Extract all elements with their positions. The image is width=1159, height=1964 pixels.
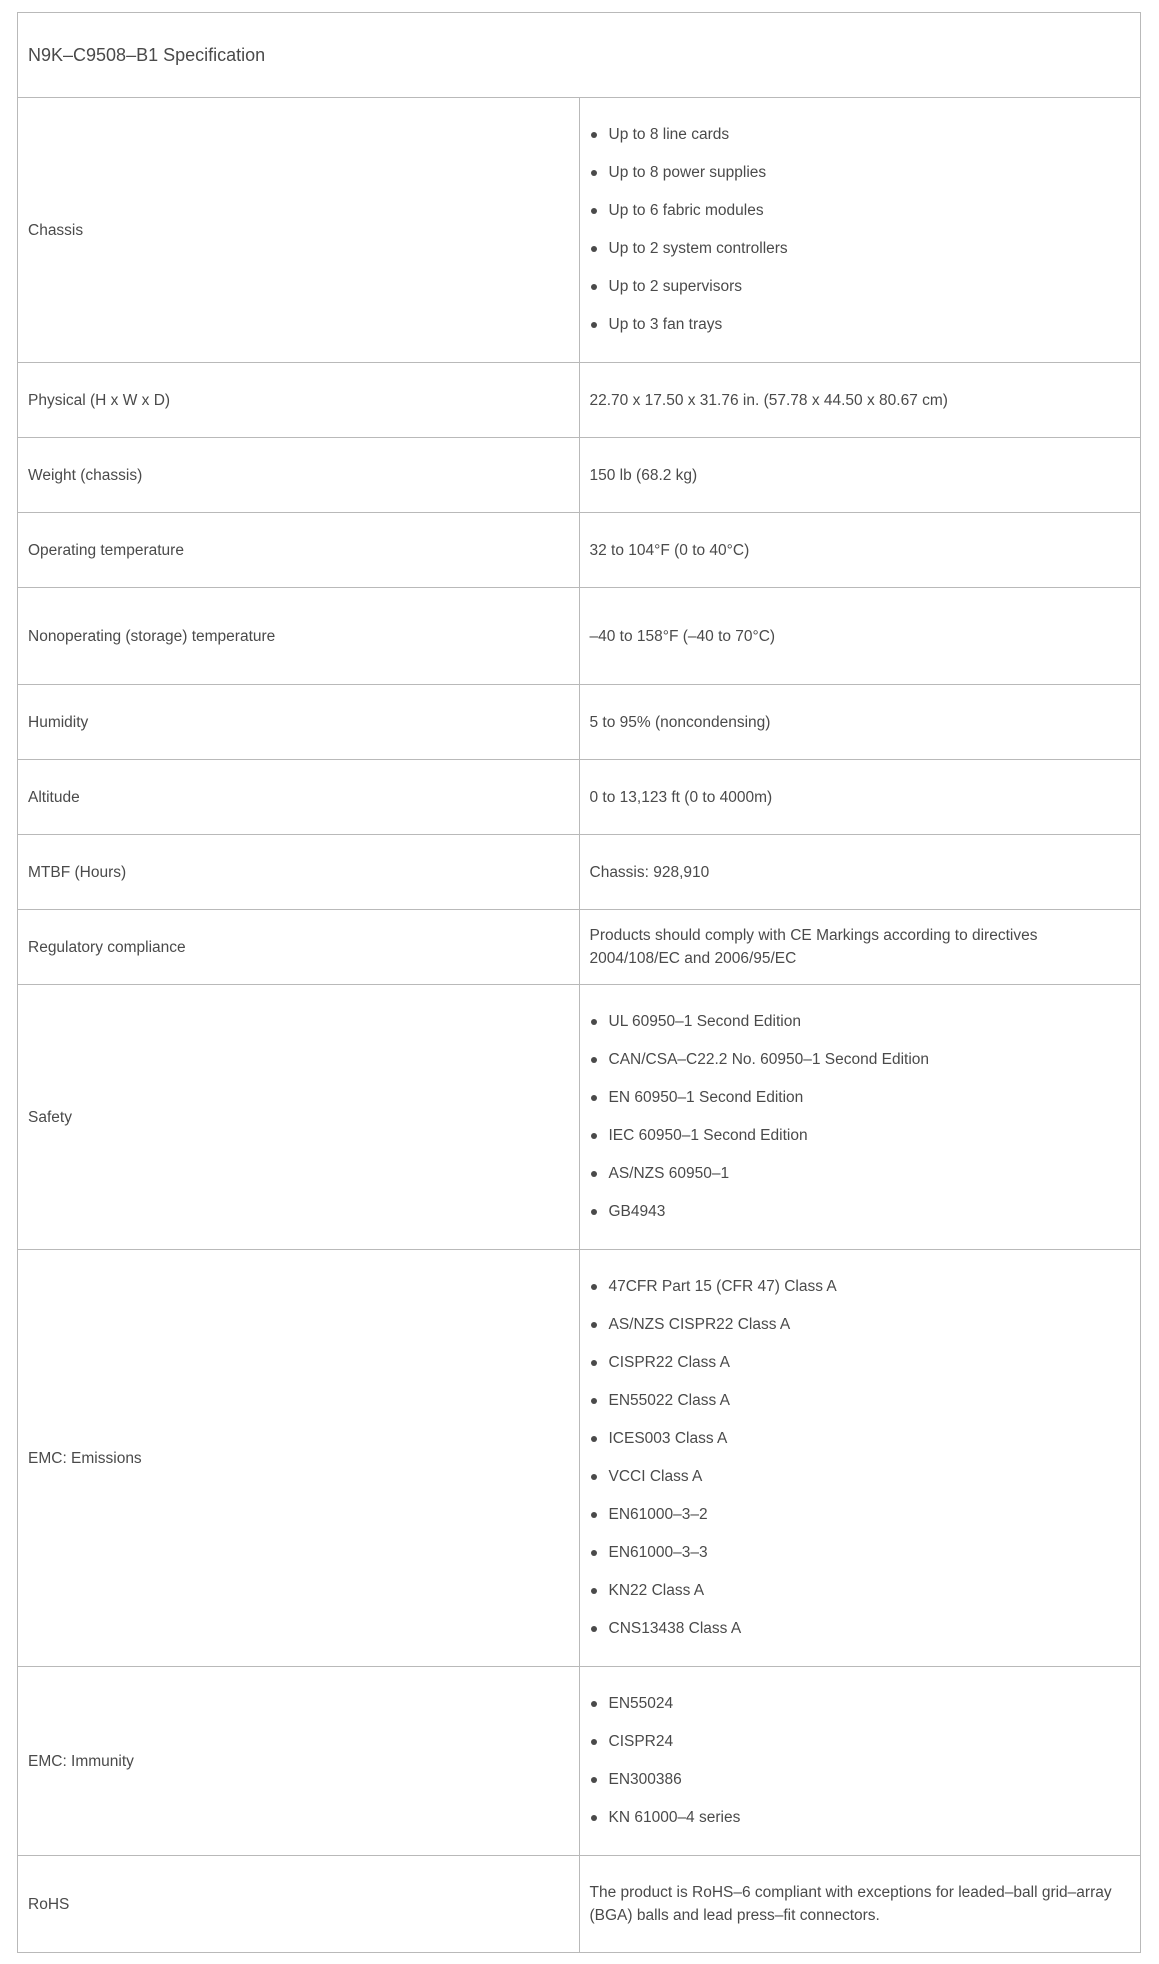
table-row-physical (18, 363, 1141, 438)
bullet-list (590, 985, 1131, 1249)
list-item: CNS13438 Class A (590, 1610, 1131, 1648)
list-item: IEC 60950–1 Second Edition (590, 1117, 1131, 1155)
row-value: Chassis: 928,910 (579, 835, 1141, 910)
row-label: Chassis (18, 98, 580, 363)
list-item: Up to 2 system controllers (590, 230, 1131, 268)
table-row-mtbf (18, 835, 1141, 910)
list-item: EN300386 (590, 1761, 1131, 1799)
list-item: CAN/CSA–C22.2 No. 60950–1 Second Edition (590, 1041, 1131, 1079)
list-item: Up to 8 line cards (590, 116, 1131, 154)
row-value: Products should comply with CE Markings according to directives 2004/108/EC and 2006/95/EC (579, 910, 1141, 985)
row-label: Weight (chassis) (18, 438, 580, 513)
row-value (579, 98, 1141, 363)
row-label: Safety (18, 985, 580, 1250)
list-item: Up to 2 supervisors (590, 268, 1131, 306)
row-value (579, 985, 1141, 1250)
row-label: Physical (H x W x D) (18, 363, 580, 438)
table-row-chassis (18, 98, 1141, 363)
list-item: KN 61000–4 series (590, 1799, 1131, 1837)
list-item: UL 60950–1 Second Edition (590, 1003, 1131, 1041)
list-item: Up to 6 fabric modules (590, 192, 1131, 230)
list-item: KN22 Class A (590, 1572, 1131, 1610)
list-item: Up to 8 power supplies (590, 154, 1131, 192)
row-value: –40 to 158°F (–40 to 70°C) (579, 588, 1141, 685)
list-item: EN 60950–1 Second Edition (590, 1079, 1131, 1117)
table-row-emc-emissions (18, 1250, 1141, 1667)
bullet-list (590, 1667, 1131, 1855)
row-value: 22.70 x 17.50 x 31.76 in. (57.78 x 44.50 x 80.67 cm) (579, 363, 1141, 438)
row-label: RoHS (18, 1856, 580, 1953)
row-value: 0 to 13,123 ft (0 to 4000m) (579, 760, 1141, 835)
row-label: Operating temperature (18, 513, 580, 588)
table-row-storage-temperature (18, 588, 1141, 685)
list-item: EN55022 Class A (590, 1382, 1131, 1420)
list-item: EN61000–3–2 (590, 1496, 1131, 1534)
table-row-emc-immunity (18, 1667, 1141, 1856)
specification-table (17, 12, 1141, 1953)
row-value: The product is RoHS–6 compliant with exceptions for leaded–ball grid–array (BGA) balls and lead press–fit connectors. (579, 1856, 1141, 1953)
list-item: ICES003 Class A (590, 1420, 1131, 1458)
list-item: VCCI Class A (590, 1458, 1131, 1496)
row-label: Altitude (18, 760, 580, 835)
row-label: Nonoperating (storage) temperature (18, 588, 580, 685)
table-row-rohs (18, 1856, 1141, 1953)
list-item: CISPR24 (590, 1723, 1131, 1761)
table-row-humidity (18, 685, 1141, 760)
list-item: EN61000–3–3 (590, 1534, 1131, 1572)
list-item: 47CFR Part 15 (CFR 47) Class A (590, 1268, 1131, 1306)
list-item: GB4943 (590, 1193, 1131, 1231)
table-row-altitude (18, 760, 1141, 835)
row-label: Regulatory compliance (18, 910, 580, 985)
list-item: CISPR22 Class A (590, 1344, 1131, 1382)
bullet-list (590, 1250, 1131, 1666)
row-label: Humidity (18, 685, 580, 760)
table-row-operating-temperature (18, 513, 1141, 588)
row-label: EMC: Immunity (18, 1667, 580, 1856)
row-value: 5 to 95% (noncondensing) (579, 685, 1141, 760)
row-label: MTBF (Hours) (18, 835, 580, 910)
bullet-list (590, 98, 1131, 362)
list-item: AS/NZS CISPR22 Class A (590, 1306, 1131, 1344)
row-value (579, 1250, 1141, 1667)
list-item: AS/NZS 60950–1 (590, 1155, 1131, 1193)
table-row-regulatory-compliance (18, 910, 1141, 985)
row-value (579, 1667, 1141, 1856)
row-label: EMC: Emissions (18, 1250, 580, 1667)
table-row-weight (18, 438, 1141, 513)
table-title: N9K–C9508–B1 Specification (18, 13, 1141, 98)
list-item: Up to 3 fan trays (590, 306, 1131, 344)
list-item: EN55024 (590, 1685, 1131, 1723)
table-row-safety (18, 985, 1141, 1250)
row-value: 32 to 104°F (0 to 40°C) (579, 513, 1141, 588)
row-value: 150 lb (68.2 kg) (579, 438, 1141, 513)
